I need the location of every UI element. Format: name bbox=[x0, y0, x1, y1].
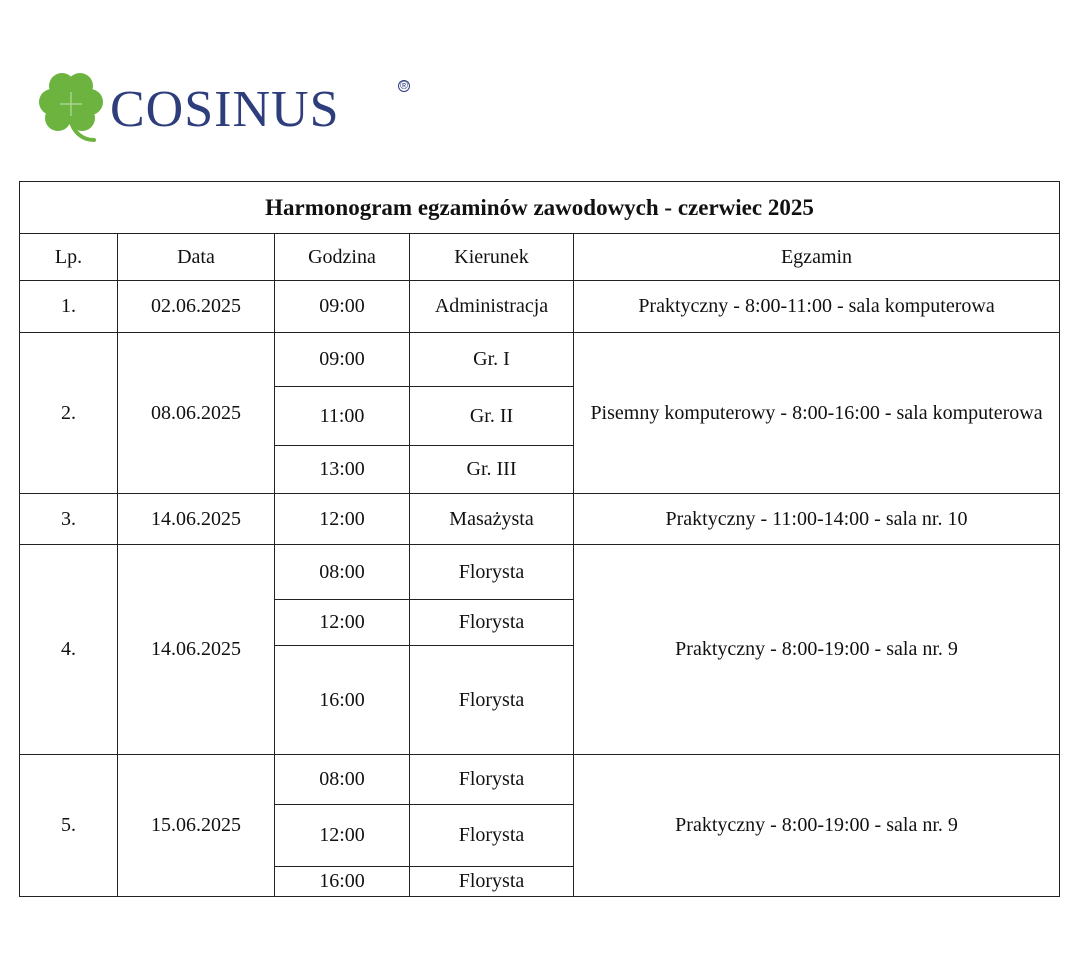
exam-direction: Gr. II bbox=[410, 387, 574, 446]
exam-time: 12:00 bbox=[275, 600, 410, 646]
header-exam: Egzamin bbox=[574, 234, 1060, 281]
exam-date: 02.06.2025 bbox=[118, 281, 275, 333]
header-direction: Kierunek bbox=[410, 234, 574, 281]
row-number: 4. bbox=[20, 545, 118, 755]
row-number: 5. bbox=[20, 755, 118, 897]
exam-description: Pisemny komputerowy - 8:00-16:00 - sala komputerowa bbox=[574, 333, 1060, 494]
exam-date: 14.06.2025 bbox=[118, 494, 275, 545]
exam-direction: Florysta bbox=[410, 755, 574, 805]
exam-direction: Florysta bbox=[410, 805, 574, 867]
exam-time: 12:00 bbox=[275, 494, 410, 545]
exam-description: Praktyczny - 8:00-19:00 - sala nr. 9 bbox=[574, 755, 1060, 897]
exam-time: 12:00 bbox=[275, 805, 410, 867]
table-row bbox=[20, 333, 1060, 387]
header-time: Godzina bbox=[275, 234, 410, 281]
exam-time: 13:00 bbox=[275, 446, 410, 494]
exam-direction: Gr. I bbox=[410, 333, 574, 387]
table-header-row bbox=[20, 234, 1060, 281]
exam-date: 14.06.2025 bbox=[118, 545, 275, 755]
table-row bbox=[20, 494, 1060, 545]
exam-direction: Administracja bbox=[410, 281, 574, 333]
exam-time: 11:00 bbox=[275, 387, 410, 446]
exam-time: 16:00 bbox=[275, 867, 410, 897]
exam-description: Praktyczny - 11:00-14:00 - sala nr. 10 bbox=[574, 494, 1060, 545]
exam-direction: Gr. III bbox=[410, 446, 574, 494]
exam-description: Praktyczny - 8:00-19:00 - sala nr. 9 bbox=[574, 545, 1060, 755]
exam-direction: Florysta bbox=[410, 600, 574, 646]
exam-schedule-table bbox=[19, 181, 1060, 897]
table-title: Harmonogram egzaminów zawodowych - czerwiec 2025 bbox=[20, 182, 1060, 234]
exam-time: 16:00 bbox=[275, 646, 410, 755]
exam-direction: Florysta bbox=[410, 545, 574, 600]
exam-date: 15.06.2025 bbox=[118, 755, 275, 897]
exam-date: 08.06.2025 bbox=[118, 333, 275, 494]
exam-direction: Masażysta bbox=[410, 494, 574, 545]
exam-direction: Florysta bbox=[410, 646, 574, 755]
exam-description: Praktyczny - 8:00-11:00 - sala komputerowa bbox=[574, 281, 1060, 333]
brand-name: COSINUS bbox=[110, 81, 340, 138]
registered-mark: ® bbox=[399, 80, 409, 92]
exam-time: 09:00 bbox=[275, 333, 410, 387]
row-number: 1. bbox=[20, 281, 118, 333]
exam-time: 08:00 bbox=[275, 755, 410, 805]
table-title-row bbox=[20, 182, 1060, 234]
four-leaf-clover-icon bbox=[38, 70, 104, 146]
exam-time: 08:00 bbox=[275, 545, 410, 600]
row-number: 2. bbox=[20, 333, 118, 494]
header-lp: Lp. bbox=[20, 234, 118, 281]
table-row bbox=[20, 545, 1060, 600]
table-row bbox=[20, 281, 1060, 333]
exam-time: 09:00 bbox=[275, 281, 410, 333]
exam-direction: Florysta bbox=[410, 867, 574, 897]
cosinus-logo bbox=[38, 68, 409, 148]
header-date: Data bbox=[118, 234, 275, 281]
row-number: 3. bbox=[20, 494, 118, 545]
table-row bbox=[20, 755, 1060, 805]
